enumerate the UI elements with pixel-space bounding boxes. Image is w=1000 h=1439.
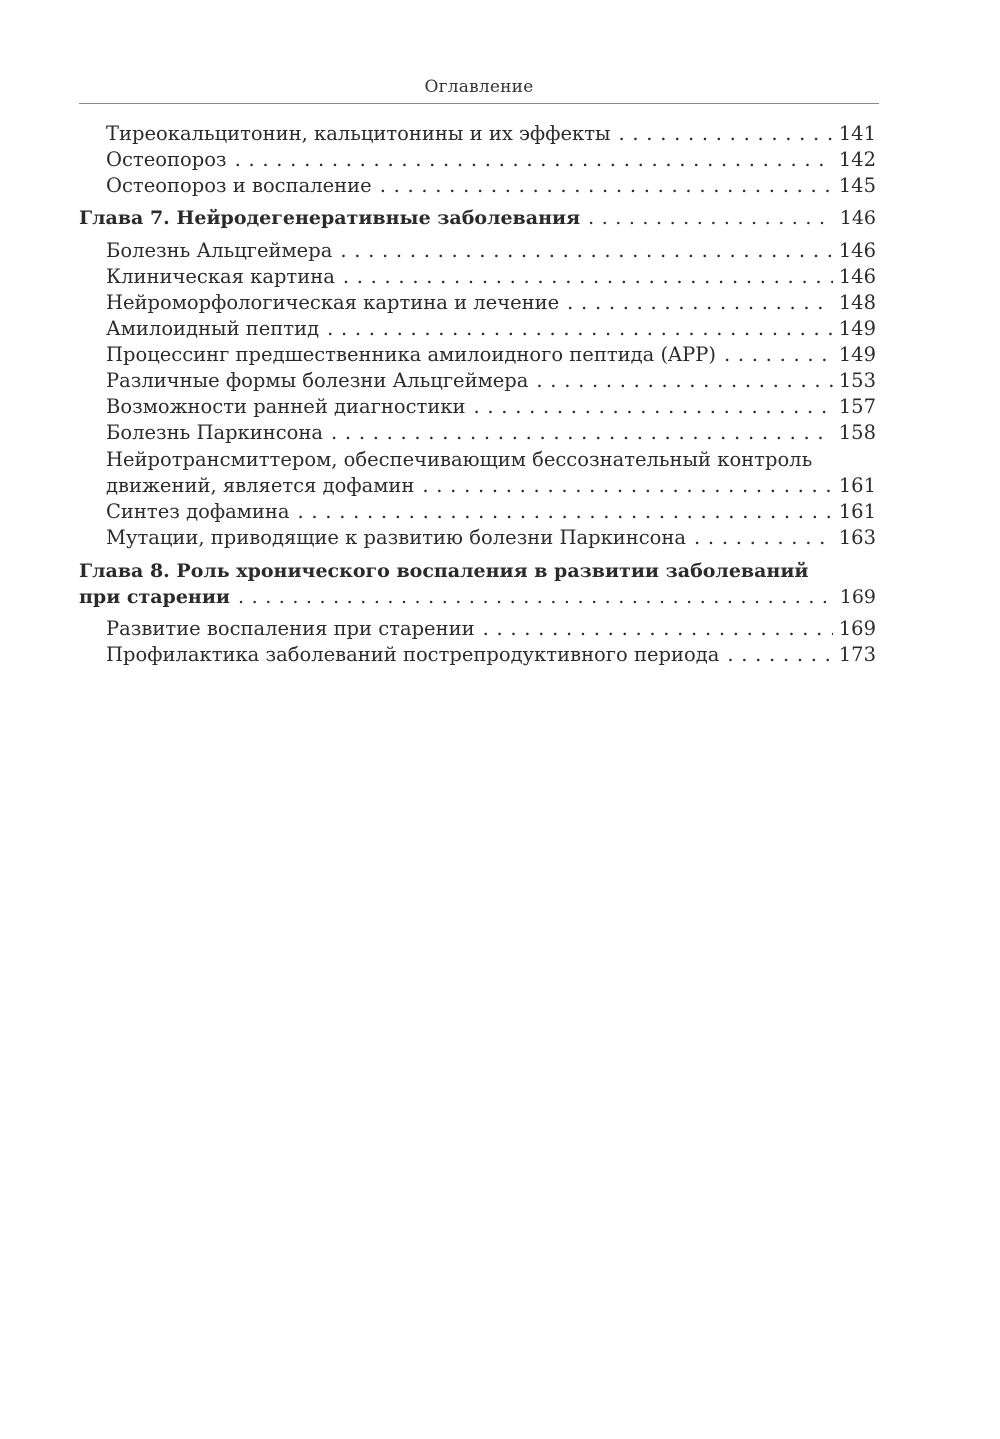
dot-leader (298, 499, 833, 525)
dot-leader (235, 147, 833, 173)
toc-entry-page: 161 (838, 474, 876, 497)
toc-chapter-entry-line1[interactable] (79, 558, 876, 584)
dot-leader (588, 205, 834, 231)
dot-leader (727, 642, 832, 668)
dot-leader (238, 584, 834, 610)
toc-entry-page: 169 (839, 586, 876, 608)
toc-entry[interactable] (106, 147, 876, 173)
toc-entry-title: Процессинг предшественника амилоидного пептида (APP) (106, 343, 716, 366)
toc-chapter-title: при старении (79, 586, 231, 608)
toc-entry-title: Остеопороз и воспаление (106, 174, 372, 197)
dot-leader (327, 316, 833, 342)
toc-entry[interactable] (106, 290, 876, 316)
dot-leader (474, 394, 833, 420)
toc-entry-page: 141 (838, 122, 876, 145)
toc-entry-line1[interactable] (106, 447, 876, 473)
dot-leader (567, 290, 833, 316)
toc-entry-title: Нейроморфологическая картина и лечение (106, 291, 560, 314)
toc-entry[interactable] (106, 342, 876, 368)
toc-entry[interactable] (106, 368, 876, 394)
toc-entry[interactable] (106, 525, 876, 551)
toc-chapter-entry[interactable] (79, 584, 876, 610)
toc-entry-page: 163 (838, 526, 876, 549)
toc-entry[interactable] (106, 473, 876, 499)
toc-entry-page: 173 (838, 643, 876, 666)
dot-leader (331, 420, 833, 446)
toc-entry-title: Профилактика заболеваний пострепродуктивного периода (106, 643, 720, 666)
toc-entry[interactable] (106, 264, 876, 290)
dot-leader (536, 368, 832, 394)
toc-chapter-title: Глава 8. Роль хронического воспаления в развитии заболеваний (79, 560, 809, 582)
toc-entry-page: 158 (838, 421, 876, 444)
toc-chapter-title: Глава 7. Нейродегенеративные заболевания (79, 207, 581, 229)
dot-leader (340, 238, 832, 264)
dot-leader (694, 525, 833, 551)
toc-entry-page: 145 (838, 174, 876, 197)
toc-entry-title: Различные формы болезни Альцгеймера (106, 369, 529, 392)
toc-entry[interactable] (106, 642, 876, 668)
toc-entry-page: 161 (838, 500, 876, 523)
toc-entry-title: движений, является дофамин (106, 474, 415, 497)
toc-entry-title: Клиническая картина (106, 265, 335, 288)
toc-entry-page: 146 (839, 207, 876, 229)
toc-entry[interactable] (106, 316, 876, 342)
toc-entry-page: 169 (838, 617, 876, 640)
toc-entry[interactable] (106, 420, 876, 446)
toc-entry-page: 153 (838, 369, 876, 392)
toc-entry-page: 142 (838, 148, 876, 171)
toc-entry[interactable] (106, 499, 876, 525)
toc-entry[interactable] (106, 121, 876, 147)
toc-entry-title: Амилоидный пептид (106, 317, 320, 340)
toc-entry-page: 146 (838, 239, 876, 262)
toc-entry-title: Остеопороз (106, 148, 227, 171)
toc-entry[interactable] (106, 616, 876, 642)
toc-entry-title: Болезнь Альцгеймера (106, 239, 333, 262)
toc-entry-page: 149 (838, 317, 876, 340)
dot-leader (724, 342, 833, 368)
toc-entry-title: Нейротрансмиттером, обеспечивающим бессознательный контроль (106, 448, 813, 471)
toc-entry-title: Мутации, приводящие к развитию болезни Паркинсона (106, 526, 687, 549)
toc-entry[interactable] (106, 173, 876, 199)
running-head-title: Оглавление (424, 77, 534, 97)
toc-entry[interactable] (106, 394, 876, 420)
dot-leader (422, 473, 832, 499)
toc-entry-page: 148 (838, 291, 876, 314)
toc-entry-title: Возможности ранней диагностики (106, 395, 466, 418)
toc-entry-title: Тиреокальцитонин, кальцитонины и их эффекты (106, 122, 611, 145)
toc-entry-page: 149 (838, 343, 876, 366)
toc-entry-page: 157 (838, 395, 876, 418)
header-divider (79, 103, 879, 104)
toc-entry-title: Развитие воспаления при старении (106, 617, 475, 640)
dot-leader (483, 616, 833, 642)
dot-leader (343, 264, 833, 290)
dot-leader (380, 173, 833, 199)
toc-entry-title: Болезнь Паркинсона (106, 421, 324, 444)
toc-entry-title: Синтез дофамина (106, 500, 290, 523)
dot-leader (619, 121, 833, 147)
toc-entry-page: 146 (838, 265, 876, 288)
toc-entry[interactable] (106, 238, 876, 264)
toc-chapter-entry[interactable] (79, 205, 876, 231)
